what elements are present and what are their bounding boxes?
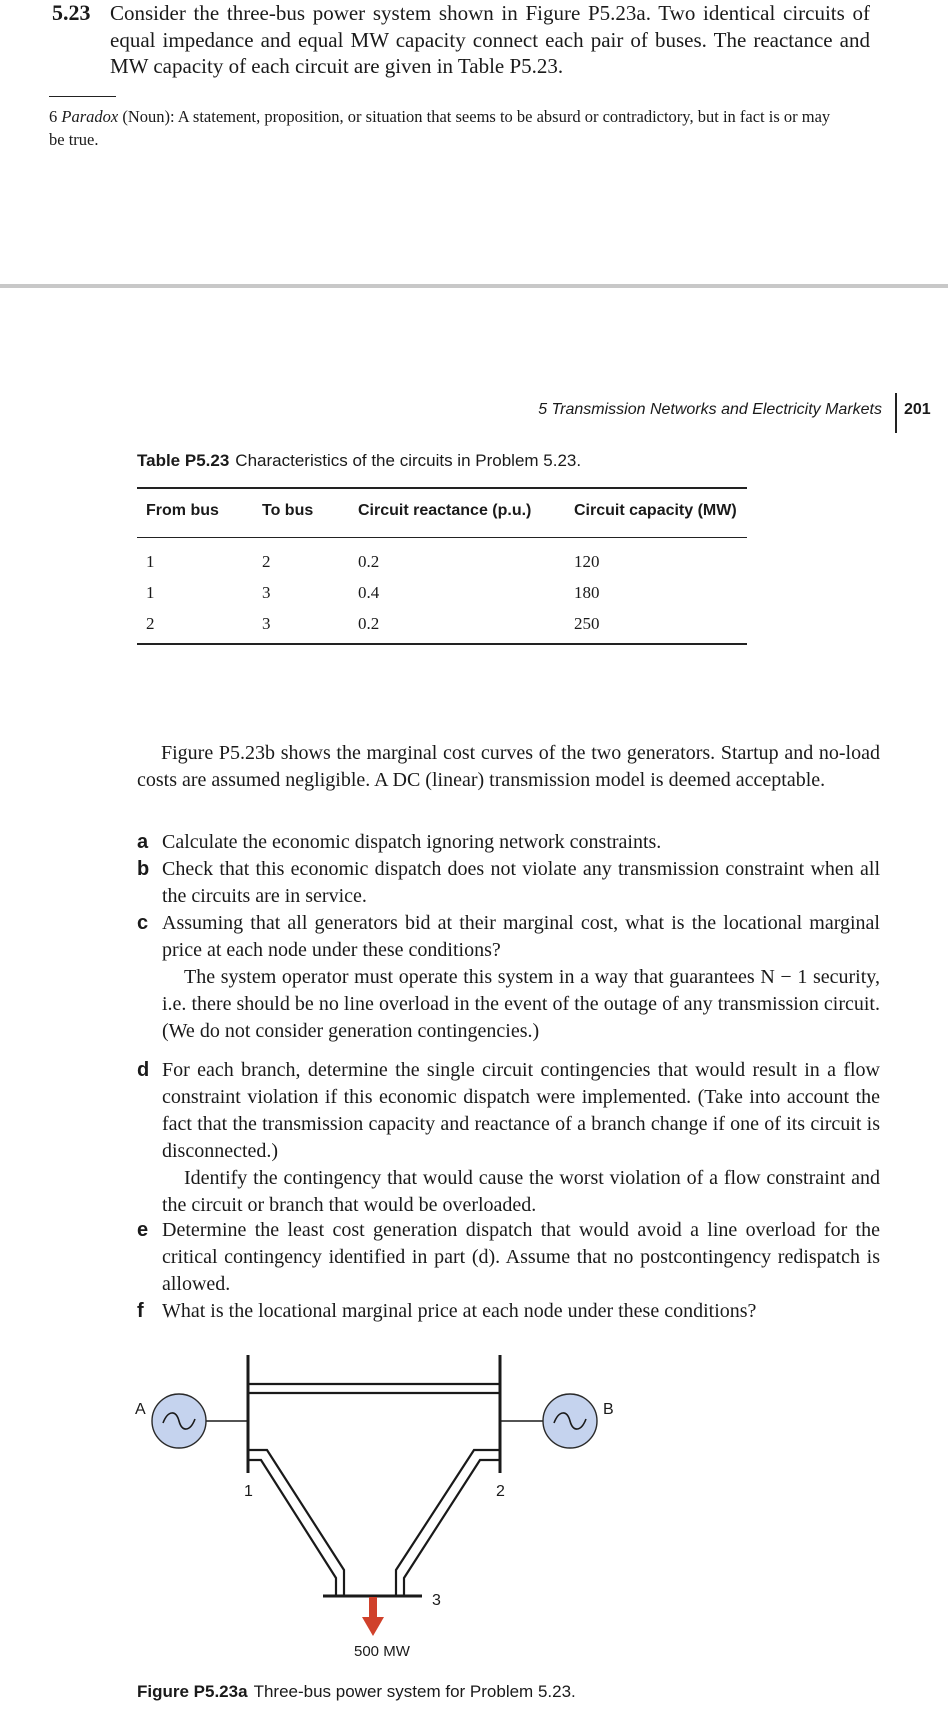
table-cell: 3 xyxy=(262,614,271,633)
table-cell: 0.2 xyxy=(358,614,380,633)
table-cell: 2 xyxy=(262,552,271,571)
table-header-capacity: Circuit capacity (MW) xyxy=(574,502,737,519)
table-caption xyxy=(137,451,581,471)
figure-label: Figure P5.23a xyxy=(137,1682,248,1701)
table-cell: 0.2 xyxy=(358,552,380,571)
table-top-rule xyxy=(137,487,747,489)
load-label: 500 MW xyxy=(354,1643,410,1660)
table-label: Table P5.23 xyxy=(137,451,230,470)
problem-text: Consider the three-bus power system shown in Figure P5.23a. Two identical circuits of equal impedance and equal MW capacity connect each pair of buses. The reactance and MW capacity of each circuit are given in Table P5.23. xyxy=(110,1,870,78)
table-cell: 3 xyxy=(262,583,271,602)
running-header-divider xyxy=(895,393,897,433)
table-header-reactance: Circuit reactance (p.u.) xyxy=(358,502,532,519)
circuit-1-3-a xyxy=(248,1450,344,1596)
circuit-2-3-a xyxy=(396,1450,500,1596)
question-e-text: Determine the least cost generation dispatch that would avoid a line overload for the critical contingency identified in part (d). Assume that no postcontingency redispatch is allowed. xyxy=(162,1219,880,1295)
circuit-1-3-b xyxy=(248,1460,336,1596)
question-c-text: Assuming that all generators bid at their marginal cost, what is the locational marginal price at each node under these conditions? xyxy=(162,912,880,961)
problem-number: 5.23 xyxy=(52,0,91,25)
table-cell: 1 xyxy=(146,583,155,602)
table-cell: 250 xyxy=(574,614,600,633)
generator-b-label: B xyxy=(603,1401,614,1418)
figure-caption xyxy=(137,1682,576,1702)
question-letter-c: c xyxy=(137,912,149,934)
question-letter-f: f xyxy=(137,1300,144,1322)
question-letter-a: a xyxy=(137,831,149,853)
page-number: 201 xyxy=(904,401,931,418)
question-letter-d: d xyxy=(137,1059,150,1081)
bus-2-label: 2 xyxy=(496,1483,505,1500)
footnote-rule xyxy=(49,96,116,97)
question-b-text: Check that this economic dispatch does not violate any transmission constraint when all the circuits are in service. xyxy=(162,858,880,907)
table-cell: 2 xyxy=(146,614,155,633)
table-header-from-bus: From bus xyxy=(146,502,219,519)
footnote xyxy=(49,106,849,151)
bus-3-label: 3 xyxy=(432,1592,441,1609)
table-cell: 120 xyxy=(574,552,600,571)
question-d-followup: Identify the contingency that would cause the worst violation of a flow constraint and the circuit or branch that would be overloaded. xyxy=(162,1167,880,1216)
n1-security-paragraph: The system operator must operate this system in a way that guarantees N − 1 security, i.e. there should be no line overload in the event of the outage of any transmission circuit. (We do not consider generation contingencies.) xyxy=(162,966,880,1042)
footnote-text: (Noun): A statement, proposition, or situation that seems to be absurd or contradictory, but in fact is or may be true. xyxy=(49,107,831,149)
question-f-text: What is the locational marginal price at each node under these conditions? xyxy=(162,1300,757,1322)
load-arrow-icon xyxy=(362,1617,384,1636)
question-letter-b: b xyxy=(137,858,150,880)
page-separator xyxy=(0,284,948,288)
footnote-term: Paradox xyxy=(61,107,119,126)
intro-paragraph: Figure P5.23b shows the marginal cost curves of the two generators. Startup and no-load costs are assumed negligible. A DC (linear) transmission model is deemed acceptable. xyxy=(137,742,880,791)
question-letter-e: e xyxy=(137,1219,149,1241)
three-bus-diagram xyxy=(0,1340,948,1670)
question-a-text: Calculate the economic dispatch ignoring network constraints. xyxy=(162,831,662,853)
table-header-rule xyxy=(137,537,747,538)
load-arrow-shaft xyxy=(369,1597,377,1619)
table-bottom-rule xyxy=(137,643,747,645)
figure-caption-text: Three-bus power system for Problem 5.23. xyxy=(253,1682,576,1701)
circuit-2-3-b xyxy=(404,1460,500,1596)
generator-a-label: A xyxy=(135,1401,146,1418)
table-cell: 0.4 xyxy=(358,583,380,602)
footnote-number: 6 xyxy=(49,107,58,126)
bus-1-label: 1 xyxy=(244,1483,253,1500)
table-header-to-bus: To bus xyxy=(262,502,314,519)
table-cell: 180 xyxy=(574,583,600,602)
question-d-text: For each branch, determine the single circuit contingencies that would result in a flow constraint violation if this economic dispatch were implemented. (Take into account the fact that the transmission capacity and reactance of a branch change if one of its circuit is disconnected.) xyxy=(162,1059,880,1162)
table-caption-text: Characteristics of the circuits in Problem 5.23. xyxy=(235,451,582,470)
table-cell: 1 xyxy=(146,552,155,571)
running-header-title: 5 Transmission Networks and Electricity Markets xyxy=(538,401,882,418)
